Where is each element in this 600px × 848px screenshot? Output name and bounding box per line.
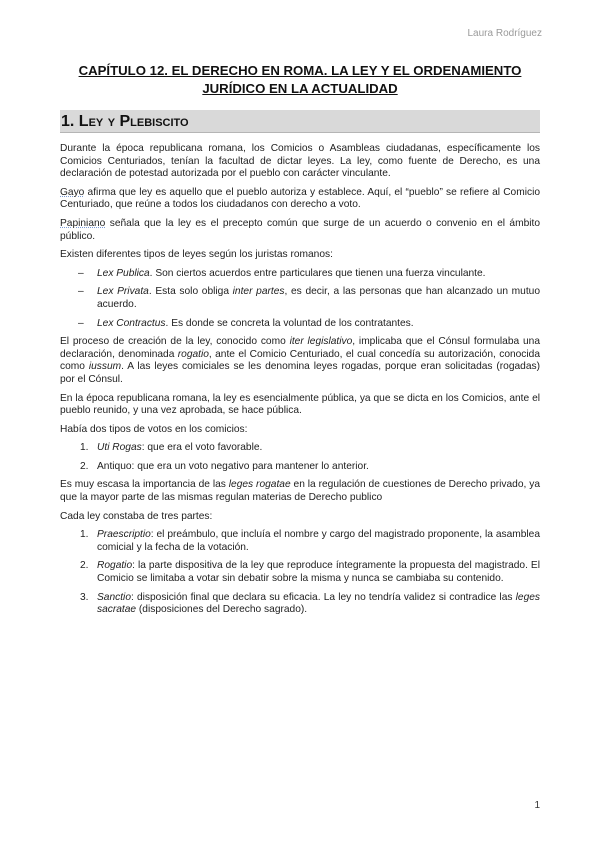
document-body bbox=[60, 143, 540, 623]
list-item bbox=[60, 268, 540, 281]
term: Uti Rogas bbox=[97, 442, 142, 454]
paragraph-text: Es muy escasa la importancia de las bbox=[60, 479, 229, 491]
paragraph-text: . A las leyes comiciales se les denomina leyes rogadas, porque eran solicitadas (rogadas) por el Cónsul. bbox=[60, 361, 540, 385]
name-gayo: Gayo bbox=[60, 186, 85, 198]
paragraph-text: , implicaba que el Cónsul formulaba una declaración, denominada bbox=[60, 336, 540, 360]
term: leges sacratae bbox=[97, 591, 540, 616]
term: iussum bbox=[88, 361, 122, 373]
term: inter partes bbox=[232, 286, 285, 298]
law-types-list bbox=[60, 268, 540, 330]
paragraph-text: El proceso de creación de la ley, conocido como bbox=[60, 336, 290, 348]
paragraph-text: en la regulación de cuestiones de Derecho privado, ya que la mayor parte de las mismas regulan materias de Derecho publico bbox=[60, 479, 540, 504]
term: Rogatio bbox=[97, 560, 133, 572]
list-text: . Son ciertos acuerdos entre particulares que tienen una fuerza vinculante. bbox=[149, 267, 486, 279]
list-item bbox=[60, 442, 540, 455]
list-marker: – bbox=[78, 286, 84, 298]
list-item bbox=[60, 560, 540, 585]
paragraph-text: , ante el Comicio Centuriado, el cual concedía su autorización, conocida como bbox=[60, 348, 540, 373]
paragraph bbox=[60, 479, 540, 504]
list-marker: – bbox=[78, 317, 84, 329]
paragraph bbox=[60, 218, 540, 243]
list-text: : la parte dispositiva de la ley que reproduce íntegramente la propuesta del magistrado. El Comicio se limitaba a votar sin debatir sobre la misma y nunca se cambiaba su contenido. bbox=[97, 560, 540, 585]
list-text: : que era el voto favorable. bbox=[141, 442, 263, 454]
list-text: : disposición final que declara su eficacia. La ley no tendría validez si contradice las bbox=[130, 591, 516, 603]
term: Praescriptio bbox=[97, 529, 151, 541]
paragraph: Había dos tipos de votos en los comicios: bbox=[60, 423, 248, 435]
paragraph-text: afirma que ley es aquello que el pueblo autoriza y establece. Aquí, el “pueblo” se refiere al Comicio Centuriado, que reúne a todos los ciudadanos con derecho a voto. bbox=[60, 186, 540, 211]
list-text: , es decir, a las personas que han alcanzado un mutuo acuerdo. bbox=[97, 286, 540, 310]
term: rogatio bbox=[177, 348, 209, 360]
paragraph: Existen diferentes tipos de leyes según los juristas romanos: bbox=[60, 249, 333, 261]
term: Sanctio bbox=[97, 591, 131, 603]
list-marker: 1. bbox=[80, 529, 89, 541]
term: leges rogatae bbox=[228, 479, 291, 491]
paragraph-text: señala que la ley es el precepto común que surge de un acuerdo o convenio en el ámbito público. bbox=[60, 217, 540, 242]
list-item bbox=[60, 286, 540, 311]
paragraph bbox=[60, 336, 540, 386]
list-text: Antiquo: que era un voto negativo para mantener lo anterior. bbox=[97, 460, 369, 472]
paragraph: En la época republicana romana, la ley es esencialmente pública, ya que se dicta en los Comicios, ante el pueblo reunido, y una vez aprobada, se hace pública. bbox=[60, 392, 540, 417]
list-marker: – bbox=[78, 267, 84, 279]
term: Lex Publica bbox=[97, 267, 150, 279]
term: iter legislativo bbox=[289, 336, 353, 348]
page-number: 1 bbox=[534, 800, 540, 811]
list-text: . Esta solo obliga bbox=[148, 286, 233, 298]
term: Lex Contractus bbox=[97, 317, 166, 329]
name-papiniano: Papiniano bbox=[60, 217, 106, 229]
list-text: (disposiciones del Derecho sagrado). bbox=[136, 604, 308, 616]
paragraph bbox=[60, 187, 540, 212]
vote-types-list bbox=[60, 442, 540, 473]
list-item bbox=[60, 461, 540, 474]
list-item bbox=[60, 529, 540, 554]
list-text: . Es donde se concreta la voluntad de los contratantes. bbox=[165, 317, 414, 329]
section-title: Ley y Plebiscito bbox=[78, 113, 189, 130]
list-marker: 2. bbox=[80, 560, 89, 572]
list-marker: 2. bbox=[80, 460, 89, 472]
section-number: 1. bbox=[61, 113, 75, 130]
list-marker: 1. bbox=[80, 442, 89, 454]
list-item bbox=[60, 318, 540, 331]
paragraph: Cada ley constaba de tres partes: bbox=[60, 510, 213, 522]
list-item bbox=[60, 592, 540, 617]
paragraph: Durante la época republicana romana, los Comicios o Asambleas ciudadanas, específicamente los Comicios Centuriados, tenían la facultad de dictar leyes. La ley, como fuente de Derecho, es una declaración de potestad autorizada por el pueblo con carácter vinculante. bbox=[60, 143, 540, 180]
law-parts-list bbox=[60, 529, 540, 617]
section-heading bbox=[60, 110, 540, 133]
list-marker: 3. bbox=[80, 591, 89, 603]
header-author: Laura Rodríguez bbox=[467, 28, 542, 39]
list-text: : el preámbulo, que incluía el nombre y cargo del magistrado proponente, la asamblea comicial y la fecha de la votación. bbox=[97, 529, 540, 553]
chapter-title: CAPÍTULO 12. EL DERECHO EN ROMA. LA LEY Y EL ORDENAMIENTO JURÍDICO EN LA ACTUALIDAD bbox=[78, 63, 522, 96]
term: Lex Privata bbox=[97, 286, 149, 298]
